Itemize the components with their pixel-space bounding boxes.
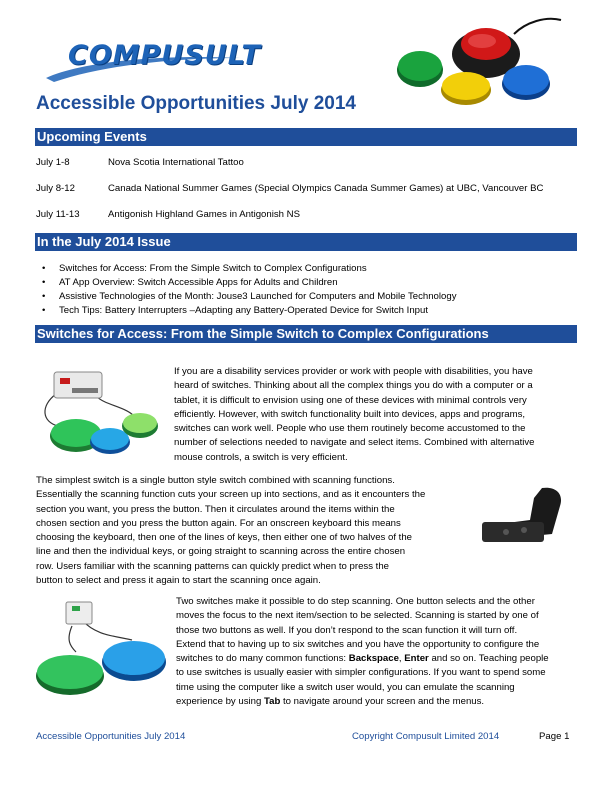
text-line: mouse controls, a switch is very efficient.	[174, 451, 348, 463]
issue-contents-list	[40, 262, 560, 318]
list-item: • AT App Overview: Switch Accessible Apps for Adults and Children	[40, 276, 560, 290]
company-logo	[40, 40, 261, 90]
text-line: chosen section and you press the button again. For an onscreen keyboard this means	[36, 517, 401, 529]
event-row	[36, 157, 576, 171]
keyword-backspace: Backspace	[348, 653, 399, 665]
text-line: Essentially the scanning function cuts your screen up into sections, and as it encounters the	[36, 489, 426, 501]
section-heading-switches-article: Switches for Access: From the Simple Switch to Complex Configurations	[35, 325, 577, 343]
two-switches-image	[36, 596, 168, 696]
text-line: row. Users familiar with the scanning patterns can quickly predict when to press the	[36, 560, 390, 572]
footer-copyright: Copyright Compusult Limited 2014	[352, 731, 500, 742]
text-line: heard of switches. Thinking about all the complex things you do with a computer or a	[174, 380, 533, 392]
event-row	[36, 209, 576, 223]
text-line: number of selections needed to navigate and select items. Combined with alternative	[174, 437, 535, 449]
event-description: Antigonish Highland Games in Antigonish NS	[108, 209, 300, 220]
text-line: Two switches make it possible to do step scanning. One button selects and the other	[176, 596, 535, 607]
text-run: switches to do many common functions:	[176, 653, 349, 665]
logo-text: COMPUSULT	[68, 40, 261, 71]
article-paragraph-1	[174, 365, 574, 465]
text-line: efficiently. However, with switch functionality built into devices, apps and programs,	[174, 408, 526, 420]
section-heading-upcoming-events: Upcoming Events	[35, 128, 577, 146]
event-description: Nova Scotia International Tattoo	[108, 157, 244, 168]
keyword-tab: Tab	[264, 696, 281, 708]
list-item: • Tech Tips: Battery Interrupters –Adapting any Battery-Operated Device for Switch Input	[40, 304, 560, 318]
event-date: July 8-12	[36, 183, 75, 194]
event-row	[36, 183, 576, 197]
text-line: moves the focus to the next item/section to be selected. Scanning is started by one of	[176, 610, 539, 622]
list-item: • Switches for Access: From the Simple Switch to Complex Configurations	[40, 262, 560, 276]
text-line: choosing the keyboard, then one of the lines of keys, then either one of two halves of the	[36, 532, 413, 544]
text-line	[176, 652, 576, 666]
text-line: tablet, it is difficult to envision using one of these devices with minimal controls very	[174, 394, 527, 406]
text-run: and so on. Teaching people	[428, 653, 549, 665]
page-title: Accessible Opportunities July 2014	[36, 93, 356, 114]
colored-switches-image	[396, 14, 568, 106]
text-line: The simplest switch is a single button style switch combined with scanning functions.	[36, 475, 395, 486]
footer-page-number: Page 1	[539, 731, 570, 742]
text-line: to use switches is usually easier with simpler configurations. If you want to spend some	[176, 667, 546, 679]
text-line	[176, 695, 576, 709]
event-description: Canada National Summer Games (Special Olympics Canada Summer Games) at UBC, Vancouver BC	[108, 183, 544, 194]
article-paragraph-2	[36, 474, 456, 588]
footer-left: Accessible Opportunities July 2014	[36, 731, 186, 742]
text-line: Extend that to having up to six switches and you have the opportunity to configure the	[176, 638, 540, 650]
text-run: experience by using	[176, 696, 264, 708]
switch-mount-image	[472, 484, 572, 554]
text-line: If you are a disability services provider or work with people with disabilities, you have	[174, 366, 533, 377]
text-line: button to select and press it again to start the scanning once again.	[36, 575, 321, 587]
keyword-enter: Enter	[404, 653, 429, 665]
text-line: those two buttons as well. If you don’t respond to the scan function it will turn off.	[176, 624, 518, 636]
list-item: • Assistive Technologies of the Month: Jouse3 Launched for Computers and Mobile Technology	[40, 290, 560, 304]
switch-interface-image	[36, 366, 164, 458]
text-line: section you want, you press the button. Then it circulates around the items within the	[36, 503, 395, 515]
article-paragraph-3	[176, 595, 576, 709]
text-run: ,	[398, 653, 405, 665]
text-run: to navigate around your screen and the menus.	[280, 696, 485, 708]
event-date: July 11-13	[36, 209, 80, 220]
event-date: July 1-8	[36, 157, 70, 168]
text-line: line and then the individual keys, or going straight to scanning across the entire chosen	[36, 546, 406, 558]
text-line: time using the computer like a switch user would, you can emulate the scanning	[176, 681, 515, 693]
text-line: switches can work well. People who use them routinely become accustomed to the	[174, 423, 526, 435]
section-heading-in-this-issue: In the July 2014 Issue	[35, 233, 577, 251]
